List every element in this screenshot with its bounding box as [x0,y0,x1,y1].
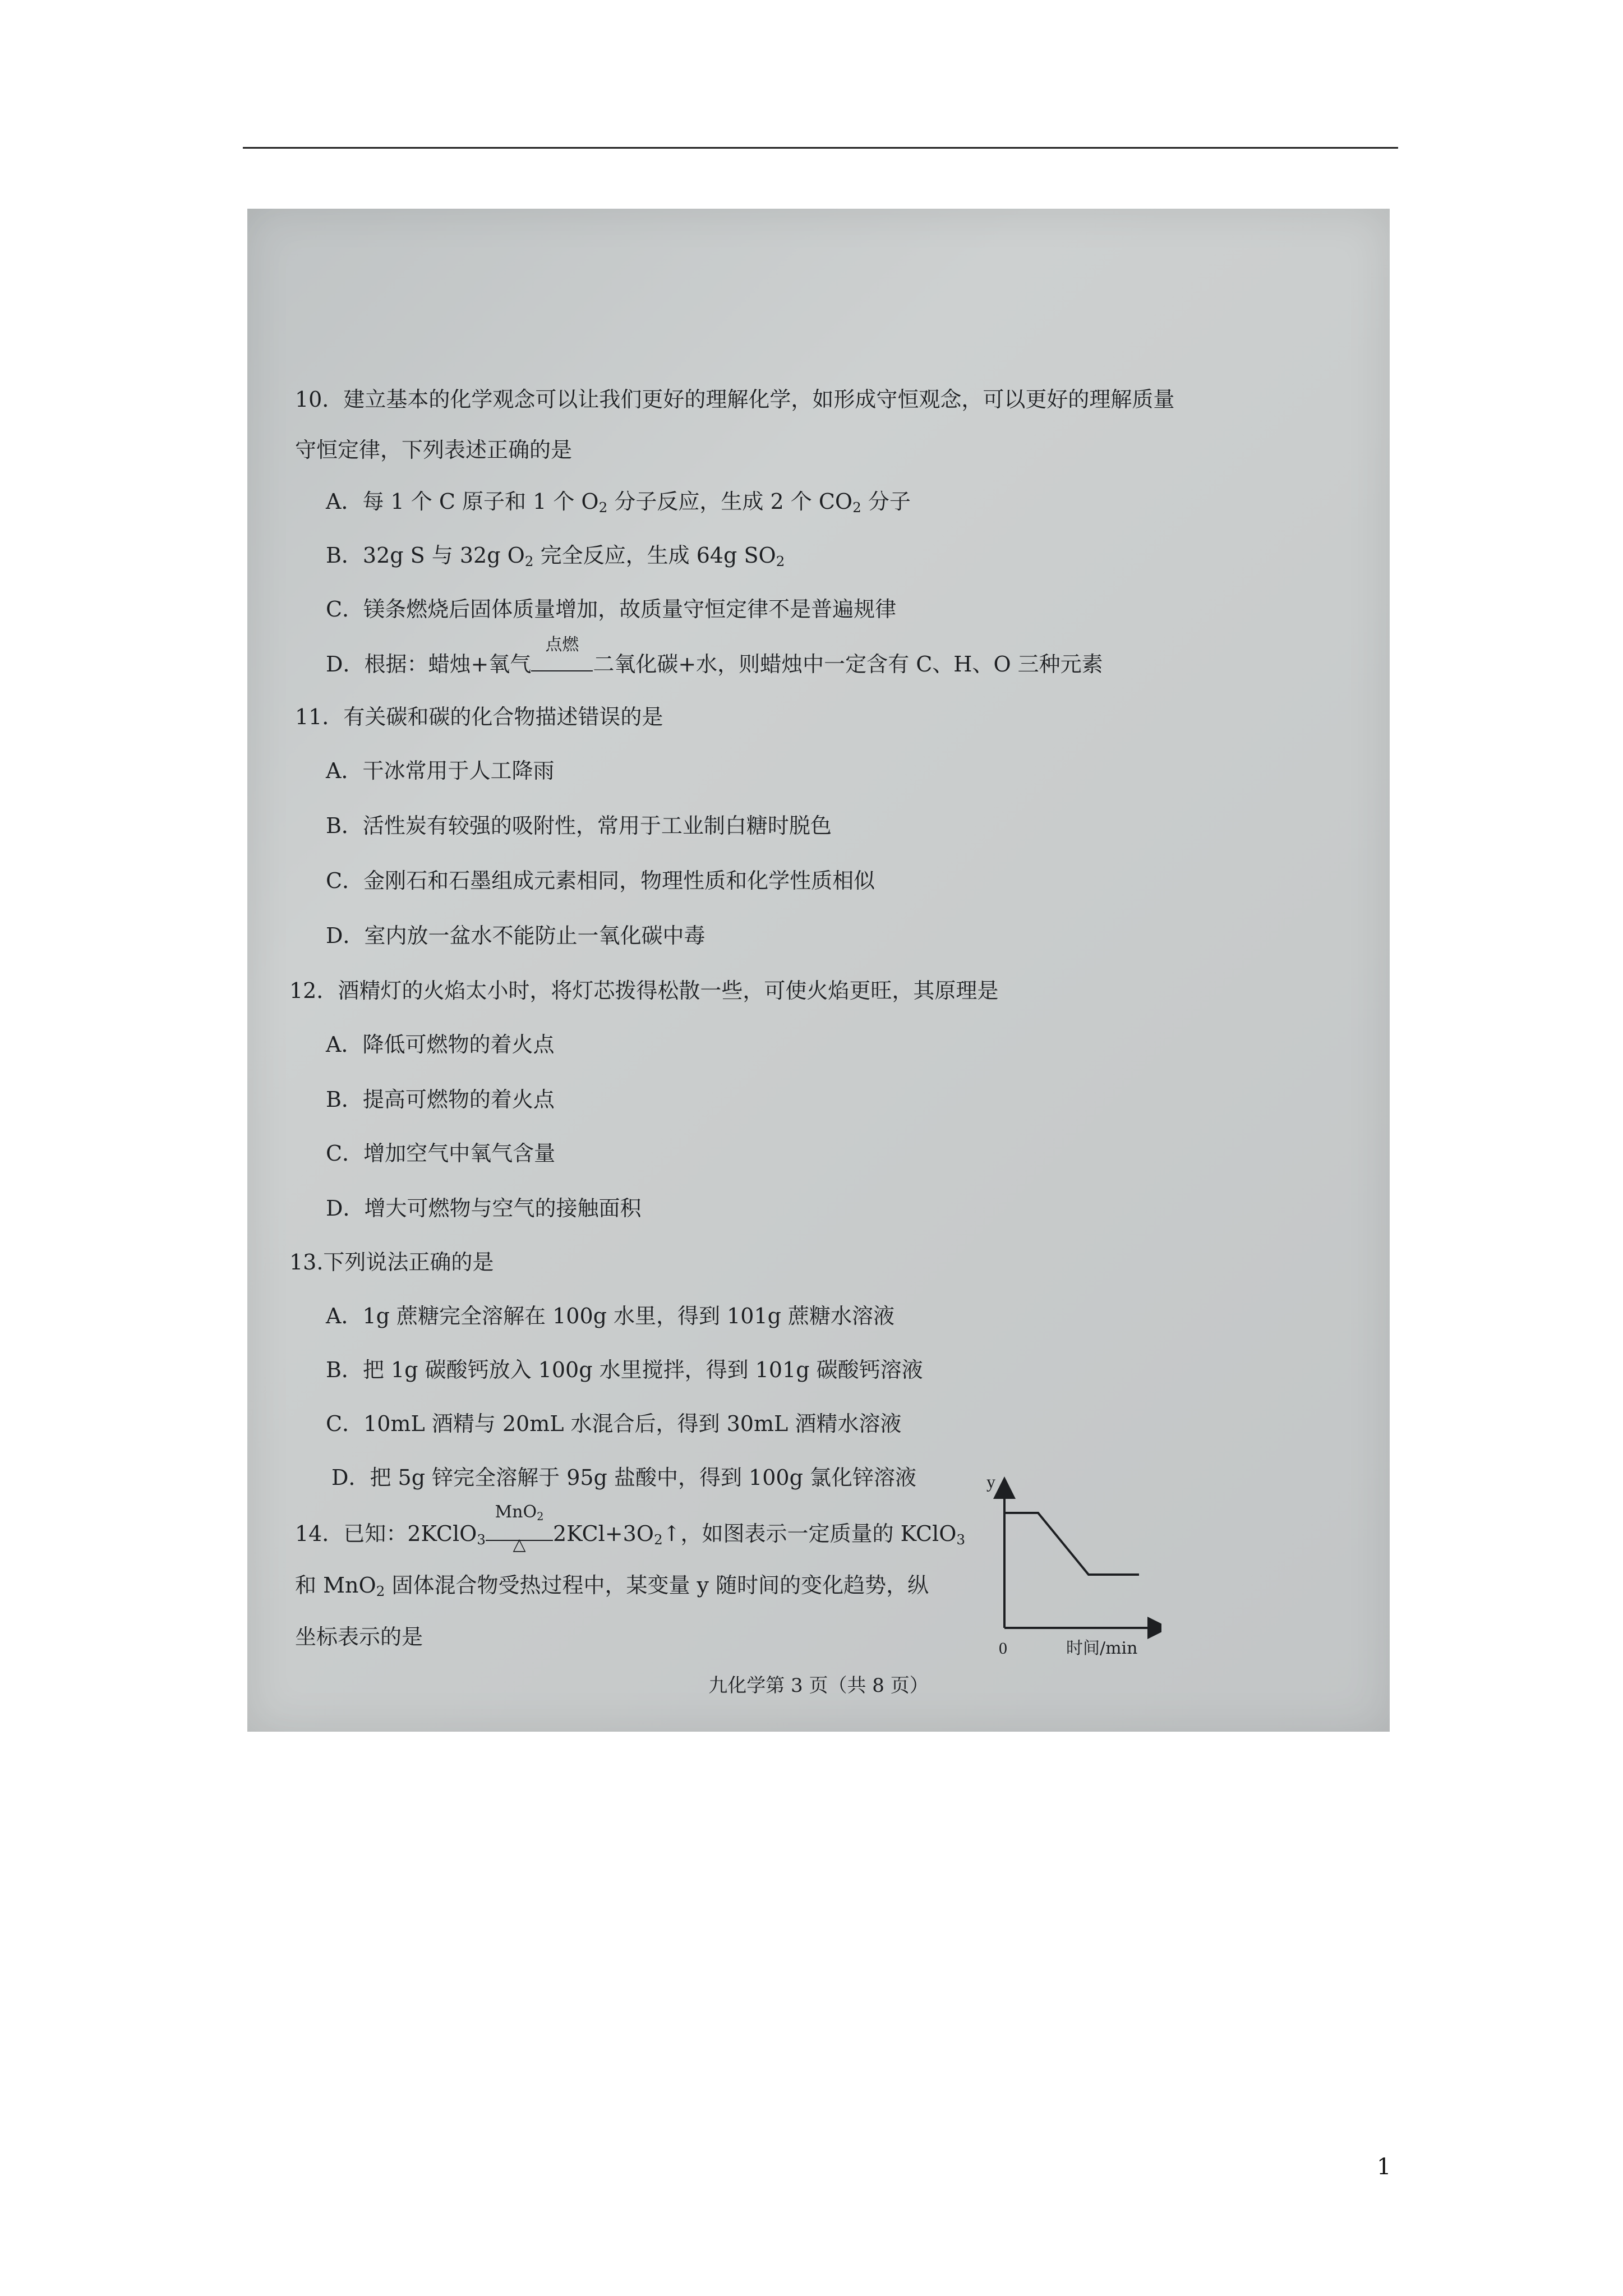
q12-option-c: C．增加空气中氧气含量 [326,1141,556,1166]
q11-option-c: C．金刚石和石墨组成元素相同，物理性质和化学性质相似 [326,868,875,893]
q12-option-b: B．提高可燃物的着火点 [326,1087,555,1112]
scanned-exam-page [247,209,1390,1732]
q14-stem-line2: 和 MnO$_2$ 固体混合物受热过程中，某变量 y 随时间的变化趋势，纵 [295,1573,929,1600]
q11-option-d: D．室内放一盆水不能防止一氧化碳中毒 [326,923,706,948]
origin-label: 0 [999,1639,1007,1658]
q13-stem: 13.下列说法正确的是 [289,1250,494,1274]
reaction-condition: 点燃 [531,652,593,678]
q13-option-d: D．把 5g 锌完全溶解于 95g 盐酸中，得到 100g 氯化锌溶液 [331,1465,916,1490]
catalyst-condition: MnO$_2$ △ [486,1521,553,1547]
header-rule [243,147,1398,149]
q10-option-c: C．镁条燃烧后固体质量增加，故质量守恒定律不是普遍规律 [326,597,897,622]
q11-option-b: B．活性炭有较强的吸附性，常用于工业制白糖时脱色 [326,813,832,838]
q10-stem-line2: 守恒定律，下列表述正确的是 [295,438,573,462]
q12-option-d: D．增大可燃物与空气的接触面积 [326,1196,642,1221]
scan-footer: 九化学第 3 页（共 8 页） [708,1674,929,1697]
q14-stem-line3: 坐标表示的是 [295,1625,423,1649]
q11-stem: 11．有关碳和碳的化合物描述错误的是 [295,705,663,729]
q13-option-c: C．10mL 酒精与 20mL 水混合后，得到 30mL 酒精水溶液 [326,1411,902,1436]
q12-stem: 12．酒精灯的火焰太小时，将灯芯拨得松散一些，可使火焰更旺，其原理是 [289,978,999,1003]
q10-option-a: A．每 1 个 C 原子和 1 个 $O_2$ 分子反应，生成 2 个 $CO_2$ 分子 [326,489,911,516]
q12-option-a: A．降低可燃物的着火点 [326,1032,555,1057]
q14-graph [982,1465,1161,1662]
y-axis-label: y [986,1471,995,1492]
q13-option-b: B．把 1g 碳酸钙放入 100g 水里搅拌，得到 101g 碳酸钙溶液 [326,1358,923,1382]
q10-option-d: D．根据：蜡烛+氧气 点燃 二氧化碳+水，则蜡烛中一定含有 C、H、O 三种元素 [326,635,1103,677]
q10-option-b: B．32g S 与 32g $O_2$ 完全反应，生成 64g $SO_2$ [326,543,785,570]
q13-option-a: A．1g 蔗糖完全溶解在 100g 水里，得到 101g 蔗糖水溶液 [326,1304,895,1328]
q11-option-a: A．干冰常用于人工降雨 [326,758,555,783]
q10-stem-line1: 10．建立基本的化学观念可以让我们更好的理解化学，如形成守恒观念，可以更好的理解质量 [295,387,1175,412]
x-axis-label: 时间/min [1066,1639,1138,1658]
page-number: 1 [1377,2154,1391,2180]
trend-line [1004,1513,1139,1575]
q14-stem-line1: 14．已知：2KClO$_3$ MnO$_2$ △ $2KCl+3O_2↑$，如图表示一定质量的 KClO$_3$ [295,1502,966,1554]
